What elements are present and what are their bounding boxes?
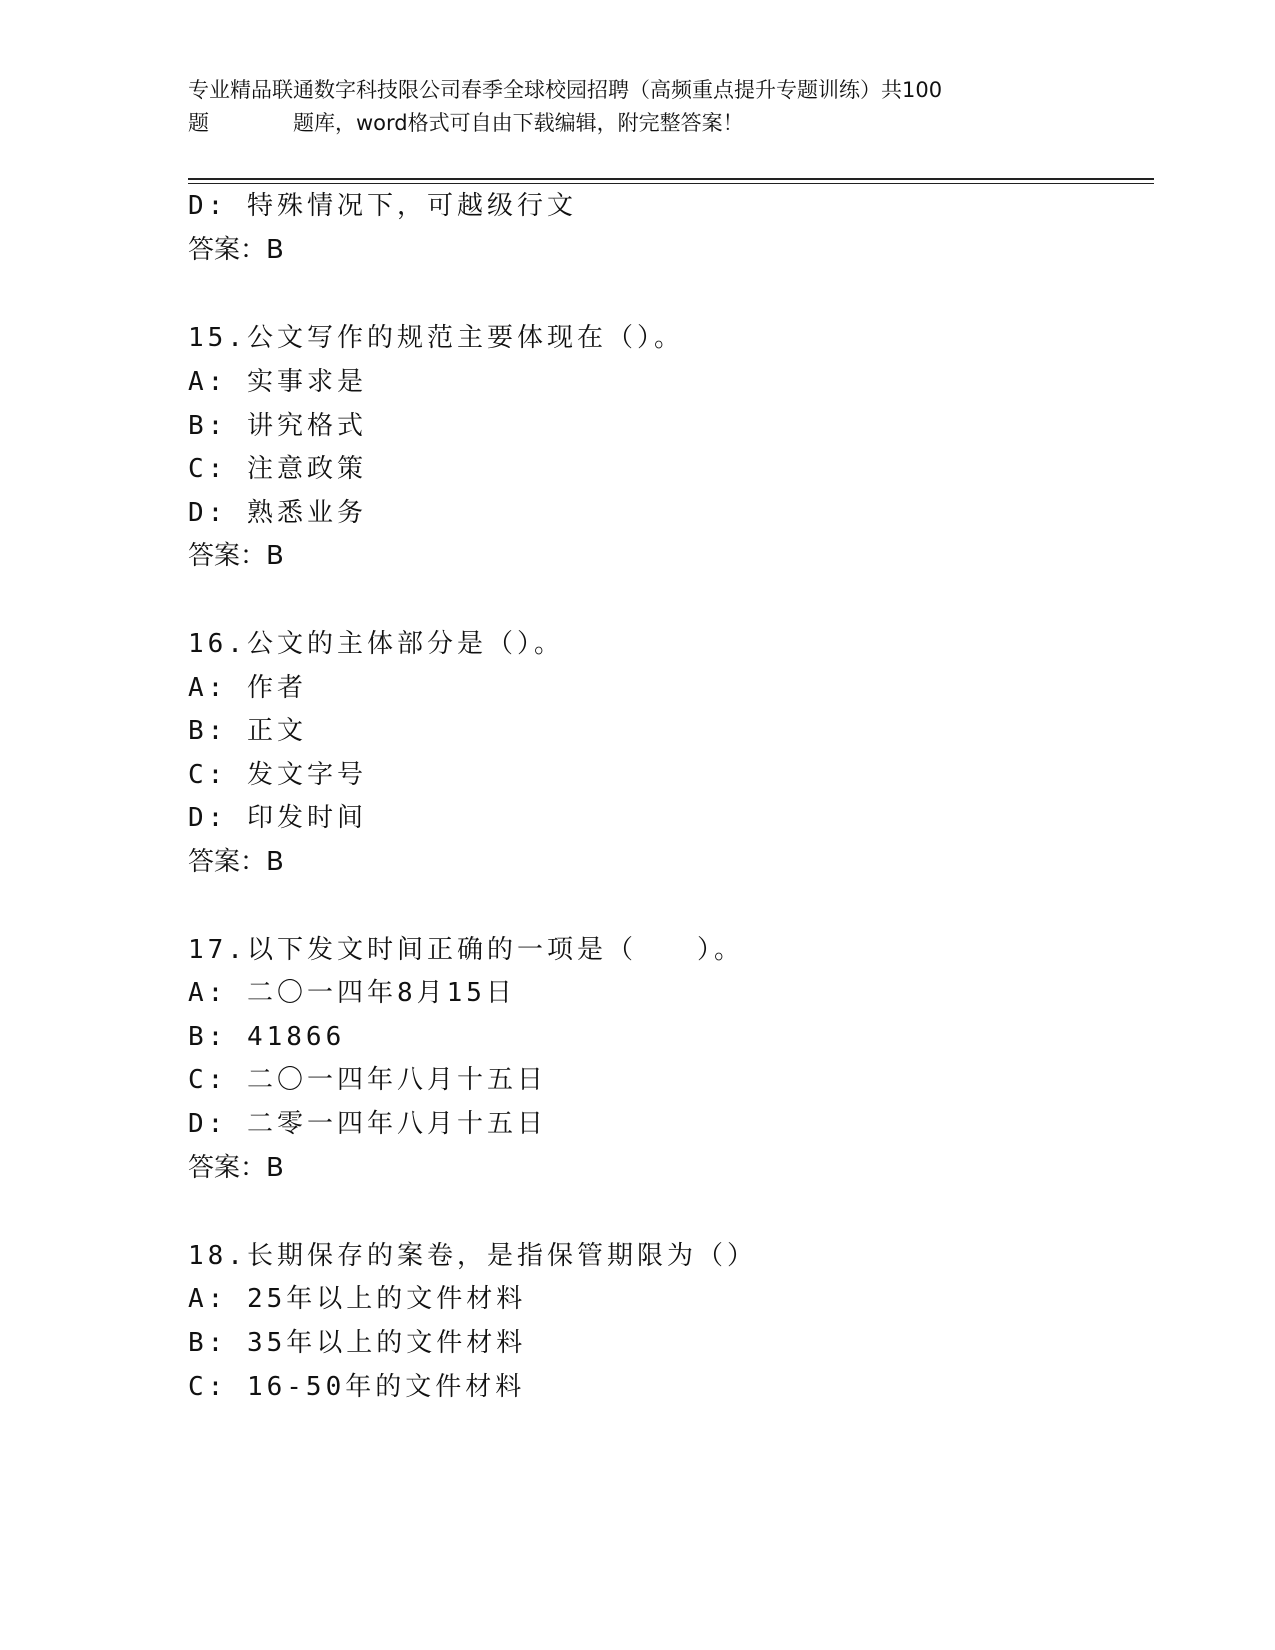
option-line: D: 二零一四年八月十五日 bbox=[188, 1109, 547, 1139]
header-line-1: 专业精品联通数字科技限公司春季全球校园招聘（高频重点提升专题训练）共100 bbox=[188, 78, 943, 102]
option-line: A: 实事求是 bbox=[188, 367, 367, 397]
question-text: 15.公文写作的规范主要体现在（）。 bbox=[188, 323, 684, 353]
option-line: D: 特殊情况下，可越级行文 bbox=[188, 191, 577, 221]
header-divider-thin bbox=[188, 183, 1154, 184]
option-line: B: 讲究格式 bbox=[188, 411, 367, 441]
answer-line: 答案：B bbox=[188, 847, 284, 877]
question-text: 17.以下发文时间正确的一项是（ ）。 bbox=[188, 935, 744, 965]
option-line: C: 发文字号 bbox=[188, 760, 367, 790]
header-divider-thick bbox=[188, 178, 1154, 180]
header-line-2: 题 题库，word格式可自由下载编辑，附完整答案！ bbox=[188, 111, 744, 135]
answer-line: 答案：B bbox=[188, 235, 284, 265]
option-line: A: 25年以上的文件材料 bbox=[188, 1284, 527, 1314]
answer-line: 答案：B bbox=[188, 1153, 284, 1183]
option-line: B: 35年以上的文件材料 bbox=[188, 1328, 527, 1358]
option-line: C: 16-50年的文件材料 bbox=[188, 1372, 526, 1402]
option-line: A: 作者 bbox=[188, 673, 307, 703]
option-line: D: 印发时间 bbox=[188, 803, 367, 833]
option-line: C: 二〇一四年八月十五日 bbox=[188, 1065, 547, 1095]
option-line: A: 二〇一四年8月15日 bbox=[188, 978, 516, 1008]
question-text: 16.公文的主体部分是（）。 bbox=[188, 629, 564, 659]
document-header bbox=[188, 74, 1088, 140]
option-line: B: 正文 bbox=[188, 716, 307, 746]
option-line: D: 熟悉业务 bbox=[188, 498, 367, 528]
question-text: 18.长期保存的案卷，是指保管期限为（） bbox=[188, 1241, 757, 1271]
option-line: B: 41866 bbox=[188, 1022, 346, 1052]
option-line: C: 注意政策 bbox=[188, 454, 367, 484]
answer-line: 答案：B bbox=[188, 541, 284, 571]
